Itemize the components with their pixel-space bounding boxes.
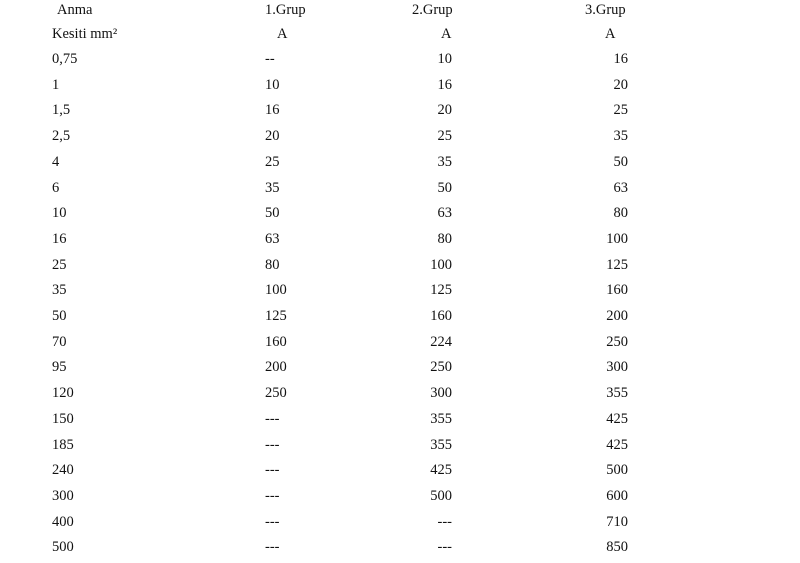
- table-cell-col2: 20: [437, 102, 452, 118]
- table-cell-col3: 500: [606, 462, 628, 478]
- table-cell-col0: 10: [52, 205, 67, 221]
- table-cell-col2: 224: [430, 334, 452, 350]
- table-cell-col1: 63: [265, 231, 280, 247]
- table-cell-col1: 16: [265, 102, 280, 118]
- table-cell-col2: 500: [430, 488, 452, 504]
- table-cell-col3: 200: [606, 308, 628, 324]
- table-cell-col3: 20: [613, 77, 628, 93]
- table-cell-col2: 160: [430, 308, 452, 324]
- table-cell-col2: 10: [437, 51, 452, 67]
- header-col2-line1: 2.Grup: [412, 2, 453, 18]
- table-cell-col3: 80: [613, 205, 628, 221]
- table-cell-col3: 710: [606, 514, 628, 530]
- table-cell-col2: 35: [437, 154, 452, 170]
- table-cell-col1: 250: [265, 385, 287, 401]
- table-cell-col1: 50: [265, 205, 280, 221]
- table-cell-col2: 355: [430, 411, 452, 427]
- table-cell-col3: 600: [606, 488, 628, 504]
- table-cell-col1: 100: [265, 282, 287, 298]
- table-cell-col2: 355: [430, 437, 452, 453]
- table-cell-col1: ---: [265, 514, 280, 530]
- table-cell-col0: 0,75: [52, 51, 78, 67]
- header-col1-line2: A: [277, 26, 288, 42]
- table-cell-col3: 425: [606, 411, 628, 427]
- table-cell-col0: 500: [52, 539, 74, 555]
- table-cell-col2: 125: [430, 282, 452, 298]
- table-cell-col0: 300: [52, 488, 74, 504]
- table-cell-col0: 1,5: [52, 102, 71, 118]
- table-cell-col1: ---: [265, 539, 280, 555]
- table-cell-col3: 425: [606, 437, 628, 453]
- table-cell-col0: 95: [52, 359, 67, 375]
- table-cell-col2: ---: [437, 539, 452, 555]
- table-cell-col1: 10: [265, 77, 280, 93]
- table-cell-col0: 50: [52, 308, 67, 324]
- table-cell-col2: 100: [430, 257, 452, 273]
- table-cell-col3: 160: [606, 282, 628, 298]
- table-cell-col2: ---: [437, 514, 452, 530]
- table-cell-col2: 50: [437, 180, 452, 196]
- table-cell-col2: 250: [430, 359, 452, 375]
- table-cell-col0: 25: [52, 257, 67, 273]
- table-cell-col1: ---: [265, 488, 280, 504]
- header-col2-line2: A: [441, 26, 452, 42]
- header-col0-line2: Kesiti mm²: [52, 26, 118, 42]
- table-cell-col3: 125: [606, 257, 628, 273]
- table-cell-col0: 16: [52, 231, 67, 247]
- table-cell-col1: 160: [265, 334, 287, 350]
- table-cell-col0: 4: [52, 154, 60, 170]
- table-cell-col3: 25: [613, 102, 628, 118]
- table-cell-col3: 100: [606, 231, 628, 247]
- table-cell-col2: 16: [437, 77, 452, 93]
- table-cell-col1: ---: [265, 462, 280, 478]
- header-col1-line1: 1.Grup: [265, 2, 306, 18]
- header-col3-line2: A: [605, 26, 616, 42]
- table-cell-col1: 25: [265, 154, 280, 170]
- table-cell-col2: 63: [437, 205, 452, 221]
- table-cell-col3: 50: [613, 154, 628, 170]
- table-cell-col3: 300: [606, 359, 628, 375]
- header-col3-line1: 3.Grup: [585, 2, 626, 18]
- table-cell-col3: 850: [606, 539, 628, 555]
- table-cell-col1: 125: [265, 308, 287, 324]
- table-cell-col0: 35: [52, 282, 67, 298]
- table-cell-col1: 35: [265, 180, 280, 196]
- table-cell-col1: ---: [265, 437, 280, 453]
- table-cell-col1: 80: [265, 257, 280, 273]
- table-cell-col0: 2,5: [52, 128, 71, 144]
- table-cell-col2: 25: [437, 128, 452, 144]
- table-cell-col3: 250: [606, 334, 628, 350]
- header-col0-line1: Anma: [57, 2, 93, 18]
- table-cell-col0: 240: [52, 462, 74, 478]
- table-cell-col3: 63: [613, 180, 628, 196]
- table-cell-col0: 1: [52, 77, 60, 93]
- table-cell-col0: 150: [52, 411, 74, 427]
- table-cell-col1: 20: [265, 128, 280, 144]
- table-cell-col0: 185: [52, 437, 74, 453]
- table-cell-col0: 400: [52, 514, 74, 530]
- table-cell-col0: 120: [52, 385, 74, 401]
- table-cell-col3: 16: [613, 51, 628, 67]
- table-cell-col2: 425: [430, 462, 452, 478]
- table-cell-col3: 35: [613, 128, 628, 144]
- table-cell-col1: 200: [265, 359, 287, 375]
- table-cell-col0: 70: [52, 334, 67, 350]
- table-cell-col0: 6: [52, 180, 60, 196]
- table-cell-col1: ---: [265, 411, 280, 427]
- table-cell-col2: 300: [430, 385, 452, 401]
- table-cell-col2: 80: [437, 231, 452, 247]
- table-cell-col1: --: [265, 51, 275, 67]
- table-cell-col3: 355: [606, 385, 628, 401]
